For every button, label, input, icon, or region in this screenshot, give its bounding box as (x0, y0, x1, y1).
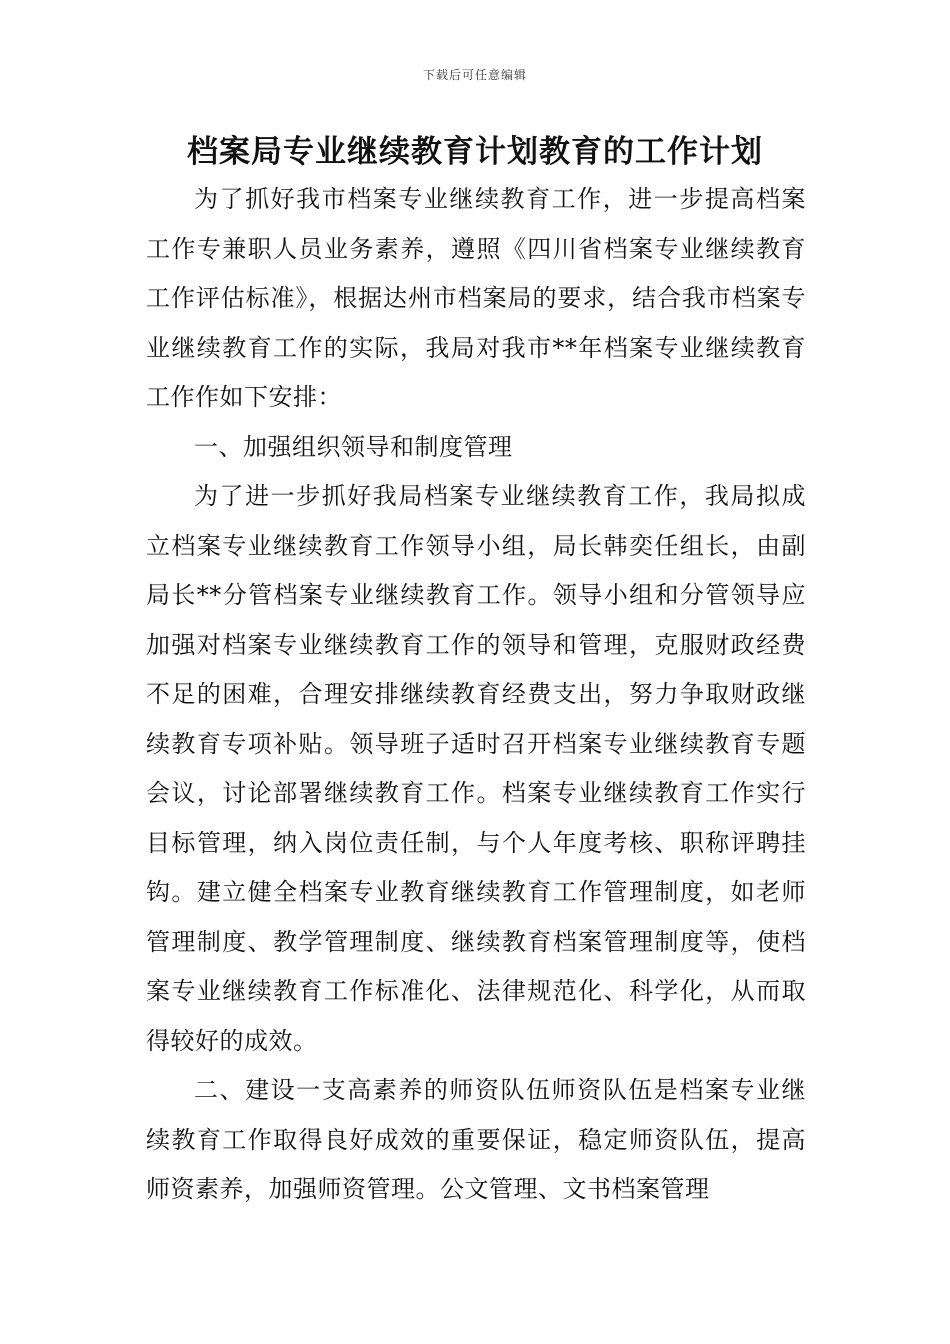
document-body (146, 175, 806, 1215)
paragraph-section-1: 为了进一步抓好我局档案专业继续教育工作，我局拟成立档案专业继续教育工作领导小组，局长韩奕任组长，由副局长**分管档案专业继续教育工作。领导小组和分管领导应加强对档案专业继续教育工作的领导和管理，克服财政经费不足的困难，合理安排继续教育经费支出，努力争取财政继续教育专项补贴。领导班子适时召开档案专业继续教育专题会议，讨论部署继续教育工作。档案专业继续教育工作实行目标管理，纳入岗位责任制，与个人年度考核、职称评聘挂钩。建立健全档案专业教育继续教育工作管理制度，如老师管理制度、教学管理制度、继续教育档案管理制度等，使档案专业继续教育工作标准化、法律规范化、科学化，从而取得较好的成效。 (146, 482, 806, 1055)
document-title: 档案局专业继续教育计划教育的工作计划 (187, 134, 763, 170)
paragraph-section-2: 二、建设一支高素养的师资队伍师资队伍是档案专业继续教育工作取得良好成效的重要保证，稳定师资队伍，提高师资素养，加强师资管理。公文管理、文书档案管理 (146, 1076, 806, 1203)
header-note: 下载后可任意编辑 (422, 68, 527, 82)
paragraph-intro: 为了抓好我市档案专业继续教育工作，进一步提高档案工作专兼职人员业务素养，遵照《四川省档案专业继续教育工作评估标准》，根据达州市档案局的要求，结合我市档案专业继续教育工作的实际，我局对我市**年档案专业继续教育工作作如下安排： (146, 185, 806, 411)
section-heading-1: 一、加强组织领导和制度管理 (194, 432, 513, 461)
